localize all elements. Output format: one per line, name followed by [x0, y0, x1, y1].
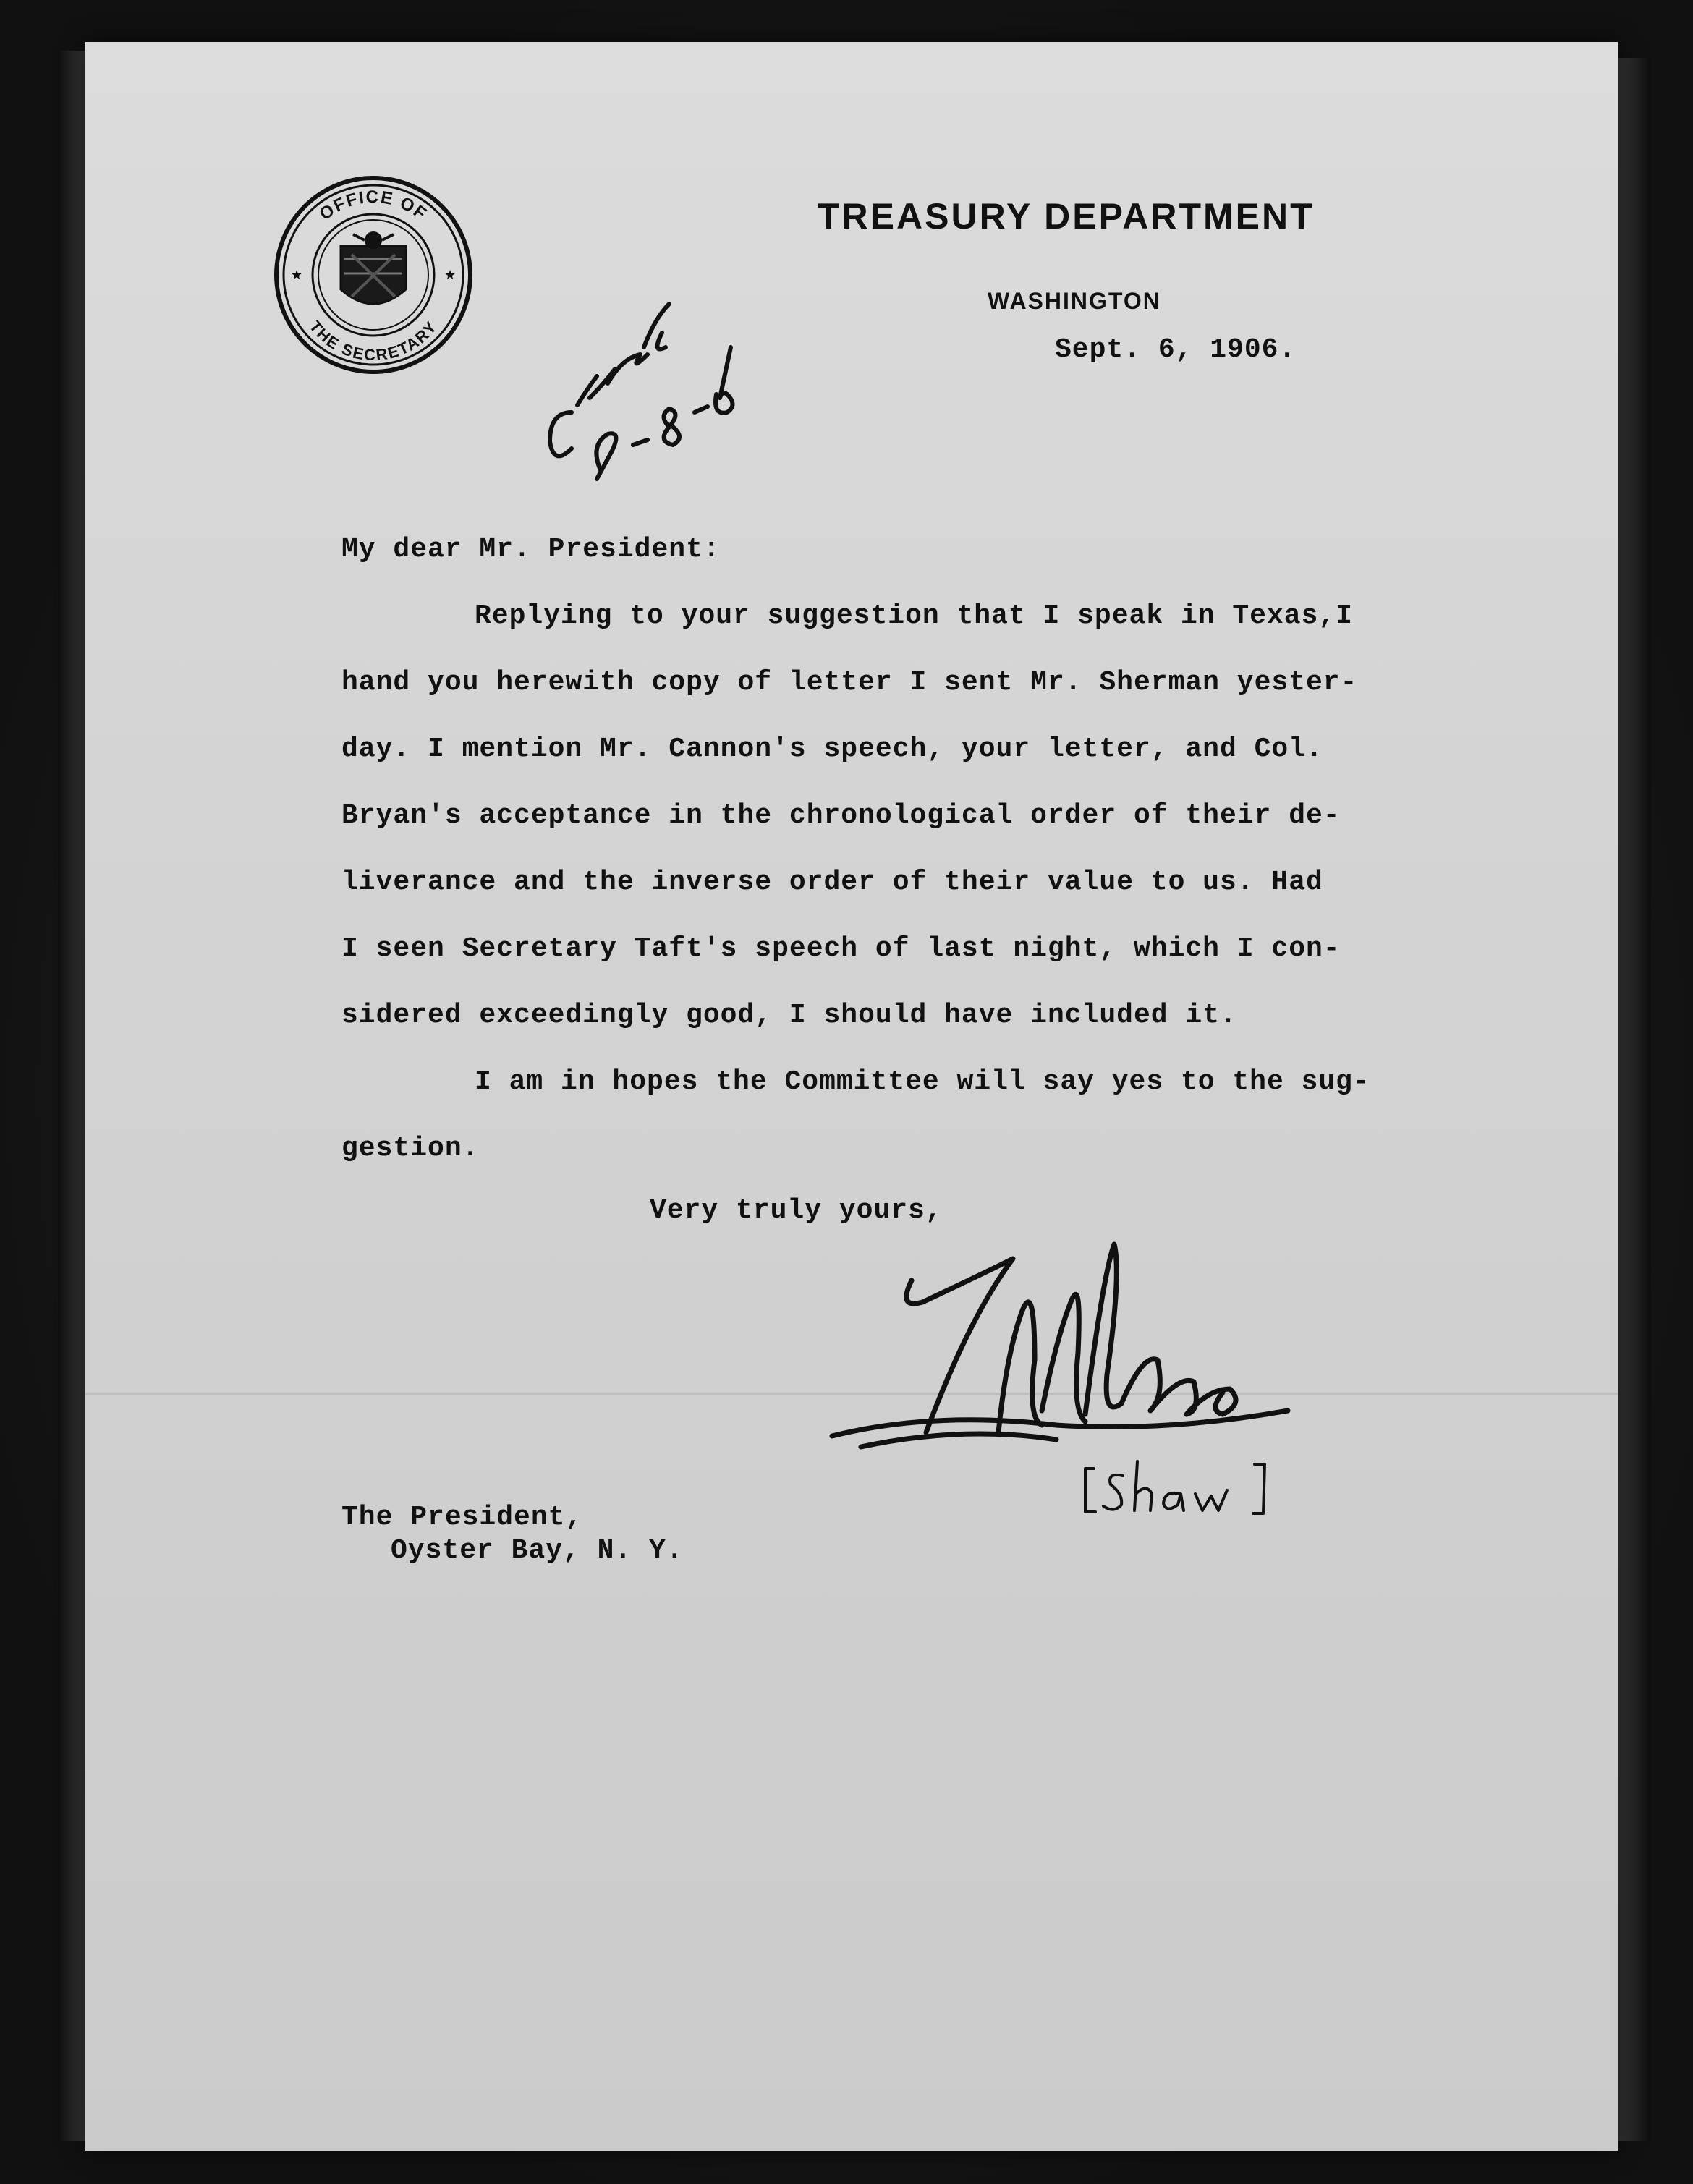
page-right-shadow — [1618, 58, 1651, 2141]
body-line: I am in hopes the Committee will say yes to the sug- — [475, 1066, 1370, 1097]
body-line: Bryan's acceptance in the chronological order of their de- — [341, 800, 1341, 831]
seal-top-text: OFFICE OF — [315, 187, 431, 225]
treasury-seal-icon — [272, 174, 475, 376]
svg-text:★: ★ — [291, 268, 303, 283]
department-title: TREASURY DEPARTMENT — [818, 196, 1315, 237]
addressee-location: Oyster Bay, N. Y. — [391, 1535, 684, 1566]
city-name: WASHINGTON — [988, 288, 1161, 314]
page-left-shadow — [58, 51, 85, 2141]
body-line: Replying to your suggestion that I speak in Texas,I — [475, 600, 1353, 632]
svg-text:★: ★ — [444, 268, 457, 283]
body-line: hand you herewith copy of letter I sent Mr. Sherman yester- — [341, 667, 1358, 698]
handwritten-signature — [818, 1230, 1310, 1461]
body-line: day. I mention Mr. Cannon's speech, your letter, and Col. — [341, 734, 1323, 765]
seal-bottom-text: THE SECRETARY — [305, 317, 441, 365]
signer-name-note — [1078, 1454, 1288, 1526]
salutation: My dear Mr. President: — [341, 534, 721, 565]
letter-date: Sept. 6, 1906. — [1055, 334, 1297, 365]
closing-line: Very truly yours, — [650, 1195, 943, 1226]
body-line: sidered exceedingly good, I should have included it. — [341, 1000, 1237, 1031]
body-line: liverance and the inverse order of their value to us. Had — [341, 867, 1323, 898]
addressee-name: The President, — [341, 1502, 583, 1533]
body-line: I seen Secretary Taft's speech of last night, which I con- — [341, 933, 1341, 964]
body-line: gestion. — [341, 1133, 480, 1164]
svg-text:OFFICE OF — [316, 187, 431, 224]
received-date-note — [521, 289, 767, 485]
